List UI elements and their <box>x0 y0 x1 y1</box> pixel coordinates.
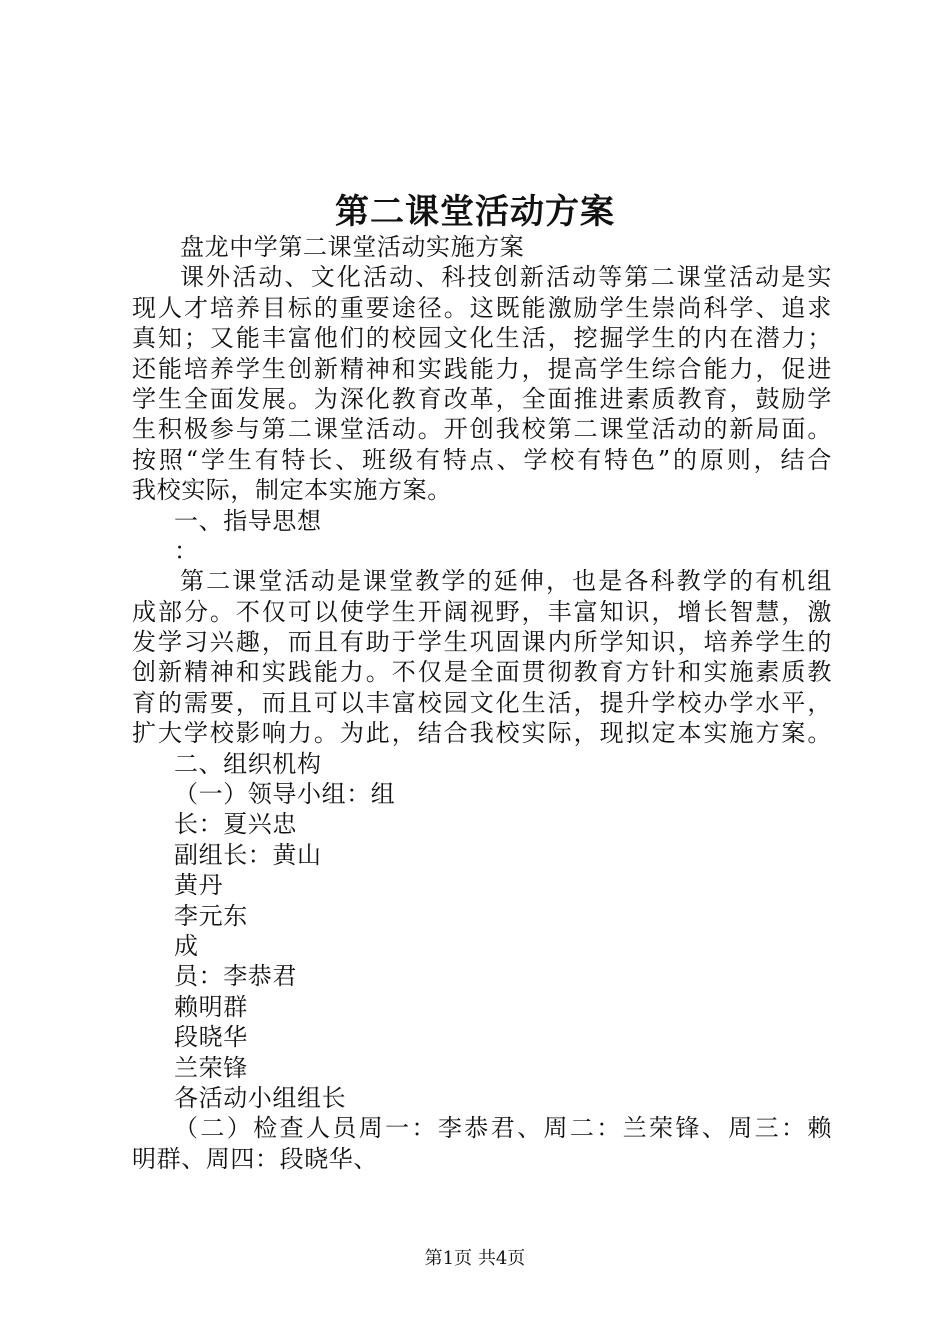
section-heading: 一、指导思想 <box>174 506 322 535</box>
list-item: 员：李恭君 <box>174 962 297 991</box>
paragraph-line: 现人才培养目标的重要途径。这既能激励学生崇尚科学、追求 <box>132 293 832 322</box>
list-item: 李元东 <box>174 901 248 930</box>
paragraph-line: （二）检查人员周一：李恭君、周二：兰荣锋、周三：赖 <box>174 1114 832 1143</box>
paragraph-line: 第二课堂活动是课堂教学的延伸，也是各科教学的有机组 <box>180 567 832 596</box>
section-heading: 二、组织机构 <box>174 749 322 778</box>
document-title: 第二课堂活动方案 <box>335 192 615 232</box>
list-item: 长：夏兴忠 <box>174 810 297 839</box>
paragraph-line: 按照“学生有特长、班级有特点、学校有特色”的原则，结合 <box>132 445 832 474</box>
list-item: （一）领导小组：组 <box>174 780 396 809</box>
paragraph-line: 扩大学校影响力。为此，结合我校实际，现拟定本实施方案。 <box>132 719 832 748</box>
document-body <box>132 232 832 1174</box>
paragraph-line: 育的需要，而且可以丰富校园文化生活，提升学校办学水平， <box>132 688 832 717</box>
paragraph-line: 明群、周四：段晓华、 <box>132 1144 378 1173</box>
paragraph-line: 发学习兴趣，而且有助于学生巩固课内所学知识，培养学生的 <box>132 628 832 657</box>
paragraph-line: 创新精神和实践能力。不仅是全面贯彻教育方针和实施素质教 <box>132 658 832 687</box>
paragraph-line: 我校实际，制定本实施方案。 <box>132 476 452 505</box>
list-item: 副组长：黄山 <box>174 840 322 869</box>
list-item: 赖明群 <box>174 992 248 1021</box>
list-item: 各活动小组组长 <box>174 1083 347 1112</box>
list-item: 段晓华 <box>174 1023 248 1052</box>
paragraph-line: 课外活动、文化活动、科技创新活动等第二课堂活动是实 <box>180 263 832 292</box>
subtitle-line: 盘龙中学第二课堂活动实施方案 <box>180 233 525 261</box>
paragraph-line: 成部分。不仅可以使学生开阔视野，丰富知识，增长智慧，激 <box>132 597 832 626</box>
paragraph-line: 还能培养学生创新精神和实践能力，提高学生综合能力，促进 <box>132 354 832 383</box>
paragraph-line: ： <box>174 536 199 565</box>
list-item: 成 <box>174 931 199 960</box>
paragraph-line: 真知；又能丰富他们的校园文化生活，挖掘学生的内在潜力； <box>132 324 832 353</box>
paragraph-line: 学生全面发展。为深化教育改革，全面推进素质教育，鼓励学 <box>132 384 832 413</box>
paragraph-line: 生积极参与第二课堂活动。开创我校第二课堂活动的新局面。 <box>132 415 832 444</box>
list-item: 黄丹 <box>174 871 224 900</box>
list-item: 兰荣锋 <box>174 1053 248 1082</box>
page-footer: 第1页 共4页 <box>424 1248 526 1269</box>
